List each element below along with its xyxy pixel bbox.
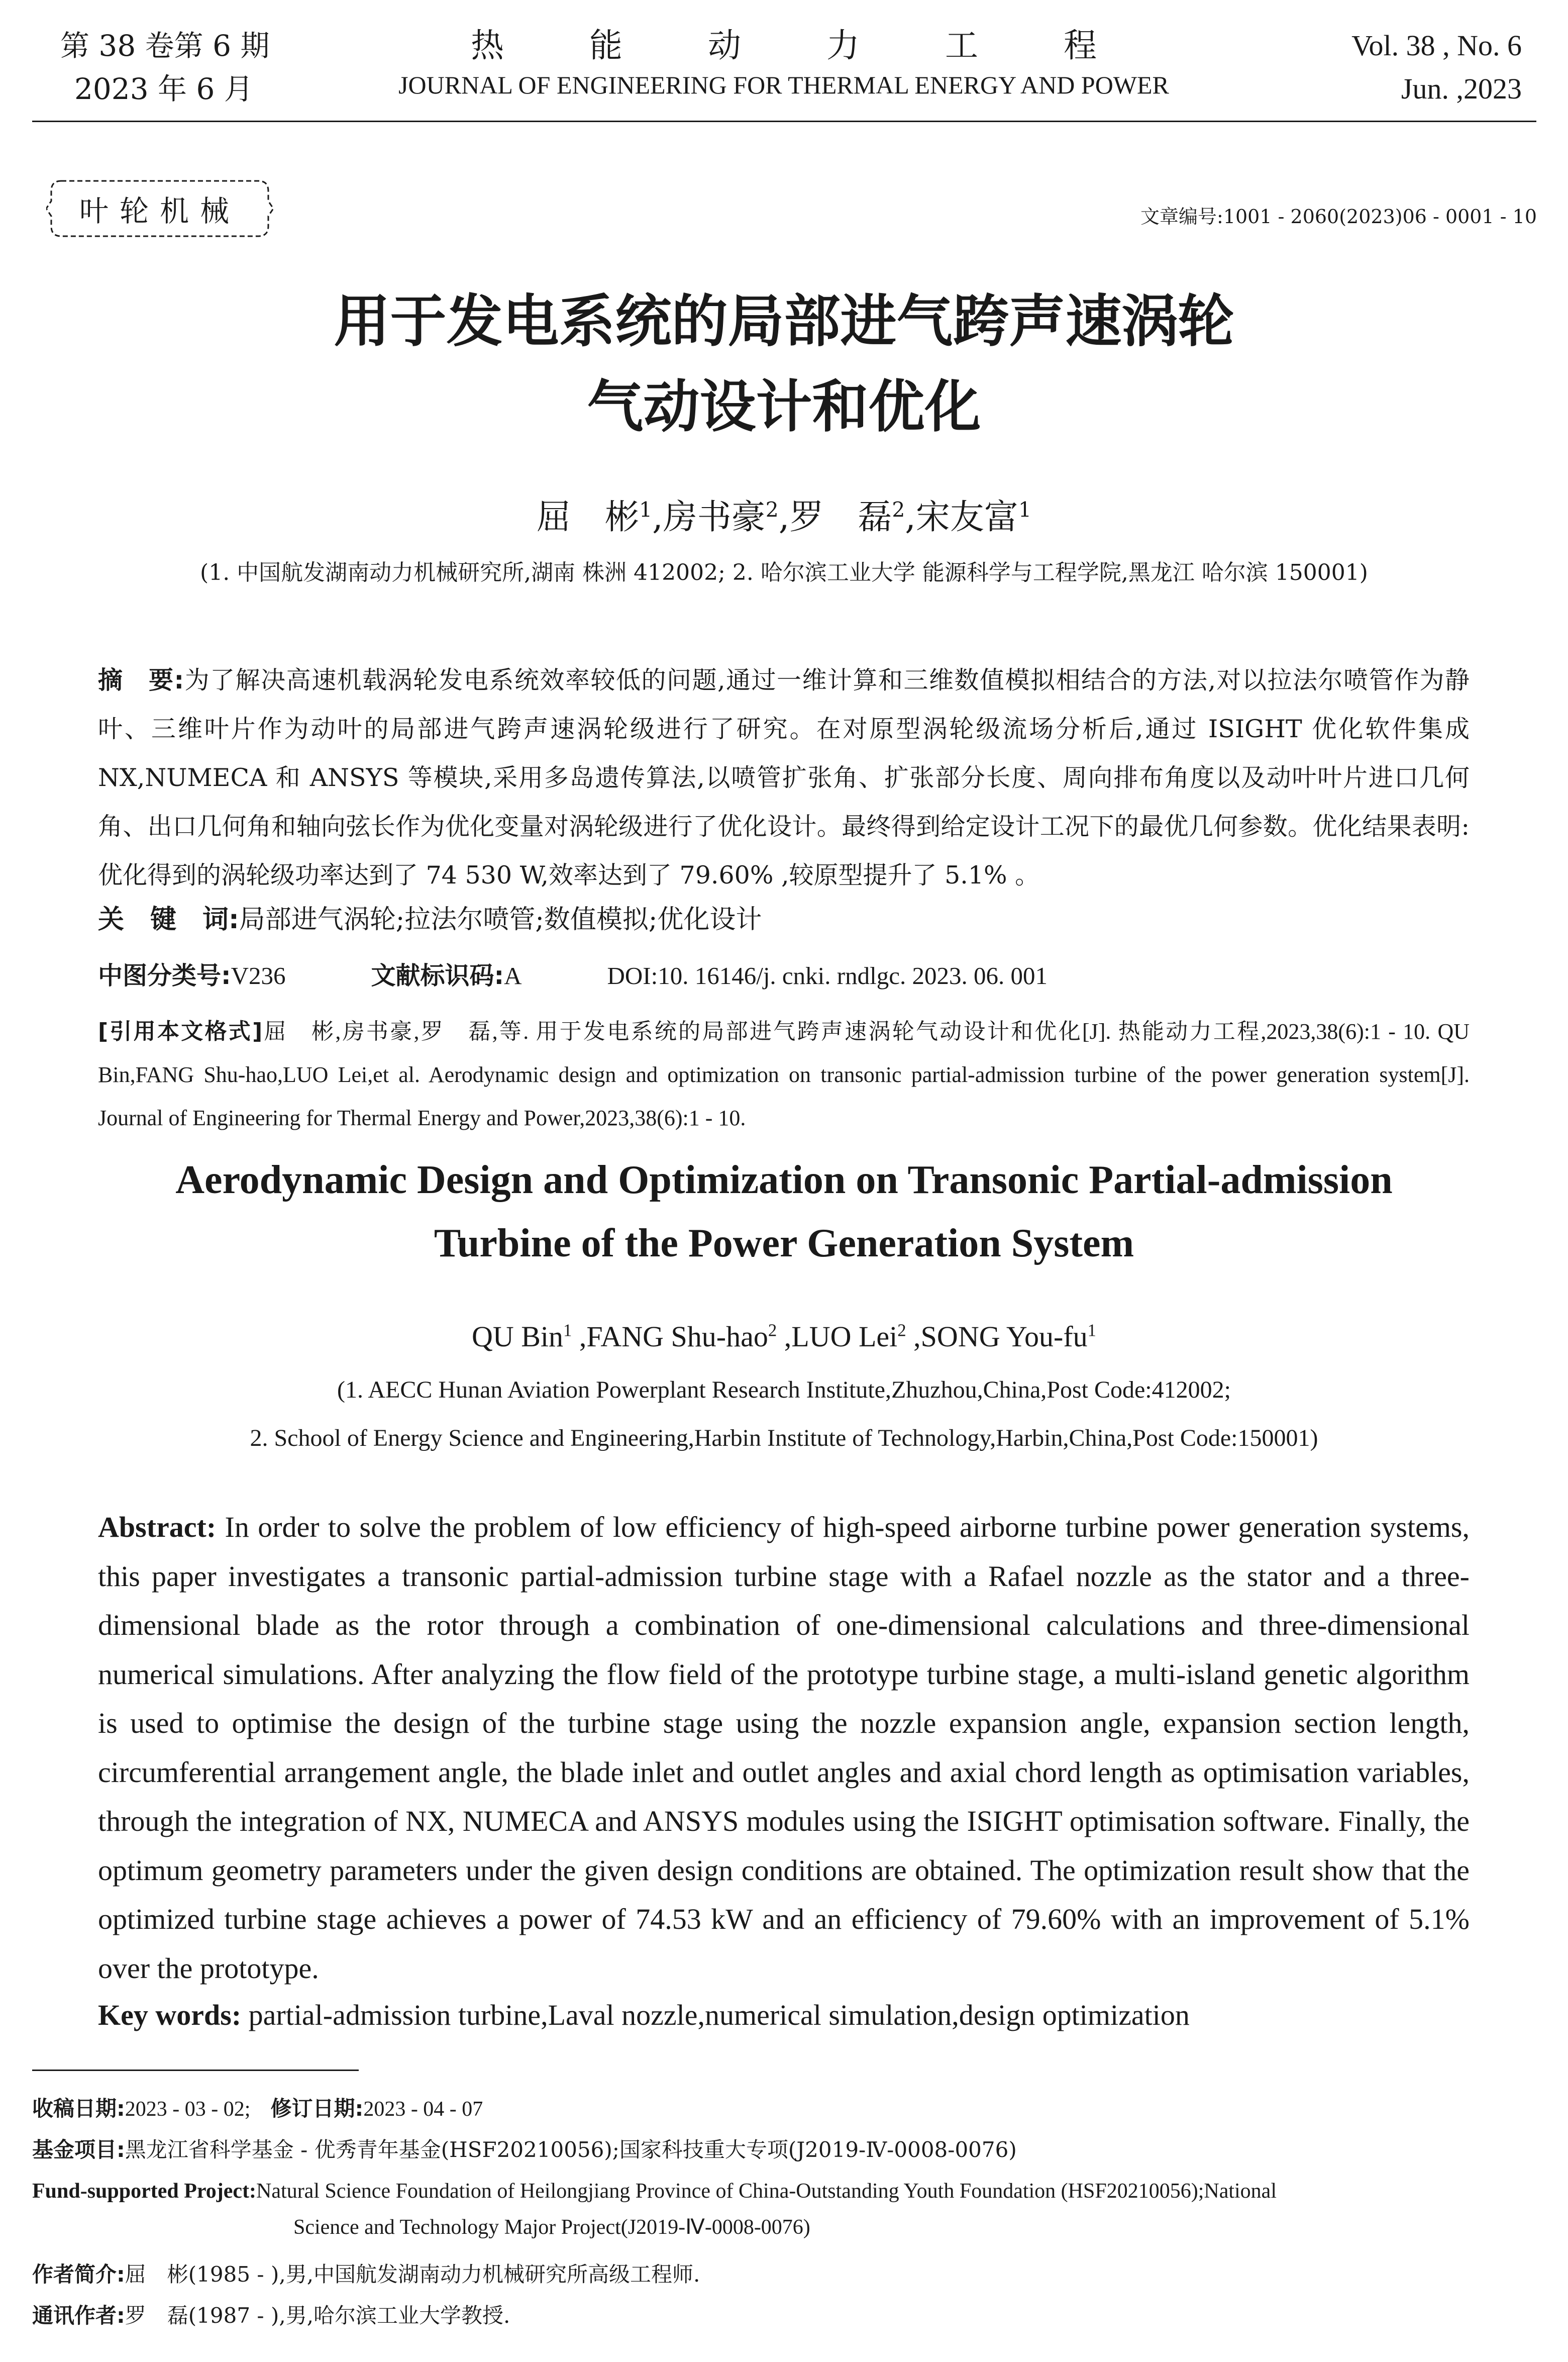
author-affil-mark: 1 <box>639 498 653 522</box>
author-bio-footnote <box>32 2256 1536 2293</box>
dates-footnote <box>32 2091 1536 2127</box>
received-date: 2023 - 03 - 02; <box>125 2098 251 2121</box>
author-name: LUO Lei <box>791 1320 898 1353</box>
corresponding-author-text: 罗 磊(1987 - ),男,哈尔滨工业大学教授. <box>125 2303 510 2328</box>
received-label: 收稿日期: <box>32 2096 125 2121</box>
author-bio-text: 屈 彬(1985 - ),男,中国航发湖南动力机械研究所高级工程师. <box>125 2262 700 2287</box>
journal-name <box>301 24 1266 103</box>
author-name: 屈 彬 <box>537 498 640 537</box>
corresponding-author-footnote <box>32 2298 1536 2334</box>
fund-cn-footnote <box>32 2132 1536 2168</box>
citation-text: 屈 彬,房书豪,罗 磊,等. 用于发电系统的局部进气跨声速涡轮气动设计和优化[J]. 热能动力工程,2023,38(6):1 - 10. QU Bin,FANG Shu-hao,LUO Lei,et al. Aerodynamic design and optimization on transonic partial-admission turbine of the power generation system[J]. Journal of Engineering for Thermal Energy and Power,2023,38(6):1 - 10. <box>98 1019 1470 1130</box>
journal-name-en: JOURNAL OF ENGINEERING FOR THERMAL ENERGY AND POWER <box>398 71 1169 99</box>
abstract-cn-label: 摘 要: <box>98 666 184 695</box>
authors-cn: 屈 彬$^1$,房书豪$^2$,罗 磊$^2$,宋友富$^1$ <box>537 498 1031 537</box>
column-tag-label: 叶轮机械 <box>79 194 240 228</box>
title-cn-line1: 用于发电系统的局部进气跨声速涡轮 <box>334 289 1234 354</box>
author-affil-mark: 1 <box>1018 498 1031 522</box>
author-name: FANG Shu-hao <box>586 1320 768 1353</box>
author-bio-label: 作者简介: <box>32 2262 125 2287</box>
footnote-rule <box>32 2070 359 2071</box>
issue-info-en <box>1351 24 1522 111</box>
author-name: SONG You-fu <box>920 1320 1088 1353</box>
doi: DOI:10. 16146/j. cnki. rndlgc. 2023. 06. 001 <box>607 962 1048 990</box>
header-rule <box>32 121 1536 122</box>
abstract-cn <box>98 656 1470 900</box>
article-number: 文章编号:1001 - 2060(2023)06 - 0001 - 10 <box>1140 206 1537 228</box>
author-name: QU Bin <box>471 1320 564 1353</box>
author-affil-mark: 2 <box>897 1320 906 1340</box>
classification-line <box>98 953 1470 999</box>
title-cn <box>0 279 1568 450</box>
keywords-en-label: Key words: <box>98 1999 242 2031</box>
citation-format <box>98 1010 1470 1140</box>
fund-en-footnote <box>32 2173 1536 2245</box>
keywords-en <box>98 1993 1470 2038</box>
fund-en-line2: Science and Technology Major Project(J2019-Ⅳ-0008-0076) <box>293 2216 810 2239</box>
citation-label: [引用本文格式] <box>98 1019 263 1044</box>
volume-number-en: Vol. 38 , No. 6 <box>1351 29 1522 62</box>
revised-label: 修订日期: <box>270 2096 364 2121</box>
issue-number-cn: 第 38 卷第 6 期 <box>60 29 270 63</box>
keywords-en-text: partial-admission turbine,Laval nozzle,numerical simulation,design optimization <box>248 1999 1190 2031</box>
title-en-line2: Turbine of the Power Generation System <box>434 1221 1134 1265</box>
affiliation-en-line2: 2. School of Energy Science and Engineering,Harbin Institute of Technology,Harbin,China,Post Code:150001) <box>250 1425 1318 1451</box>
issue-date-cn: 2023 年 6 月 <box>74 72 253 106</box>
title-en-line1: Aerodynamic Design and Optimization on Transonic Partial-admission <box>175 1158 1393 1202</box>
keywords-cn-text: 局部进气涡轮;拉法尔喷管;数值模拟;优化设计 <box>239 905 762 935</box>
abstract-en-text: In order to solve the problem of low efficiency of high-speed airborne turbine power generation systems, this paper investigates a transonic partial-admission turbine stage with a Rafael nozzle as the stator and a three-dimensional blade as the rotor through a combination of one-dimensional calculations and three-dimensional numerical simulations. After analyzing the flow field of the prototype turbine stage, a multi-island genetic algorithm is used to optimise the design of the turbine stage using the nozzle expansion angle, expansion section length, circumferential arrangement angle, the blade inlet and outlet angles and axial chord length as optimisation variables, through the integration of NX, NUMECA and ANSYS modules using the ISIGHT optimisation software. Finally, the optimum geometry parameters under the given design conditions are obtained. The optimization result show that the optimized turbine stage achieves a power of 74.53 kW and an efficiency of 79.60% with an improvement of 5.1% over the prototype. <box>98 1511 1470 1985</box>
author-name: 罗 磊 <box>789 498 892 537</box>
author-affil-mark: 1 <box>1087 1320 1097 1340</box>
abstract-cn-text: 为了解决高速机载涡轮发电系统效率较低的问题,通过一维计算和三维数值模拟相结合的方法,对以拉法尔喷管作为静叶、三维叶片作为动叶的局部进气跨声速涡轮级进行了研究。在对原型涡轮级流场分析后,通过 ISIGHT 优化软件集成 NX,NUMECA 和 ANSYS 等模块,采用多岛遗传算法,以喷管扩张角、扩张部分长度、周向排布角度以及动叶叶片进口几何角、出口几何角和轴向弦长作为优化变量对涡轮级进行了优化设计。最终得到给定设计工况下的最优几何参数。优化结果表明:优化得到的涡轮级功率达到了 74 530 W,效率达到了 79.60% ,较原型提升了 5.1% 。 <box>98 666 1470 890</box>
fund-en-line1: Natural Science Foundation of Heilongjiang Province of China-Outstanding Youth Foundation (HSF20210056);National <box>256 2180 1277 2203</box>
revised-date: 2023 - 04 - 07 <box>363 2098 483 2121</box>
author-name: 房书豪 <box>663 498 766 537</box>
corresponding-author-label: 通讯作者: <box>32 2303 125 2328</box>
fund-cn-text: 黑龙江省科学基金 - 优秀青年基金(HSF20210056);国家科技重大专项(J2019-Ⅳ-0008-0076) <box>125 2137 1017 2162</box>
fund-cn-label: 基金项目: <box>32 2137 125 2162</box>
abstract-en <box>98 1503 1470 1993</box>
author-name: 宋友富 <box>915 498 1018 537</box>
column-tag <box>46 177 273 240</box>
title-en <box>0 1148 1568 1275</box>
affiliation-en <box>0 1366 1568 1462</box>
author-affil-mark: 2 <box>765 498 779 522</box>
doc-code-value: A <box>504 962 522 990</box>
keywords-cn-label: 关 键 词: <box>98 905 239 935</box>
issue-date-en: Jun. ,2023 <box>1401 72 1522 105</box>
clc-label: 中图分类号: <box>98 961 231 990</box>
author-affil-mark: 2 <box>768 1320 777 1340</box>
journal-name-cn: 热能动力工程 <box>471 26 1182 65</box>
keywords-cn <box>98 897 1470 942</box>
issue-info-cn <box>60 24 269 111</box>
title-cn-line2: 气动设计和优化 <box>587 374 981 440</box>
abstract-en-label: Abstract: <box>98 1511 217 1543</box>
clc-value: V236 <box>231 962 286 990</box>
author-affil-mark: 1 <box>563 1320 572 1340</box>
fund-en-label: Fund-supported Project: <box>32 2180 257 2203</box>
author-affil-mark: 2 <box>892 498 905 522</box>
affiliation-en-line1: (1. AECC Hunan Aviation Powerplant Research Institute,Zhuzhou,China,Post Code:412002; <box>337 1376 1231 1403</box>
authors-en: QU Bin$^1$ ,FANG Shu-hao$^2$ ,LUO Lei$^2$ ,SONG You-$fu^1$ <box>471 1320 1097 1353</box>
doc-code-label: 文献标识码: <box>371 961 504 990</box>
affiliation-cn: (1. 中国航发湖南动力机械研究所,湖南 株洲 412002; 2. 哈尔滨工业大学 能源科学与工程学院,黑龙江 哈尔滨 150001) <box>200 560 1368 585</box>
